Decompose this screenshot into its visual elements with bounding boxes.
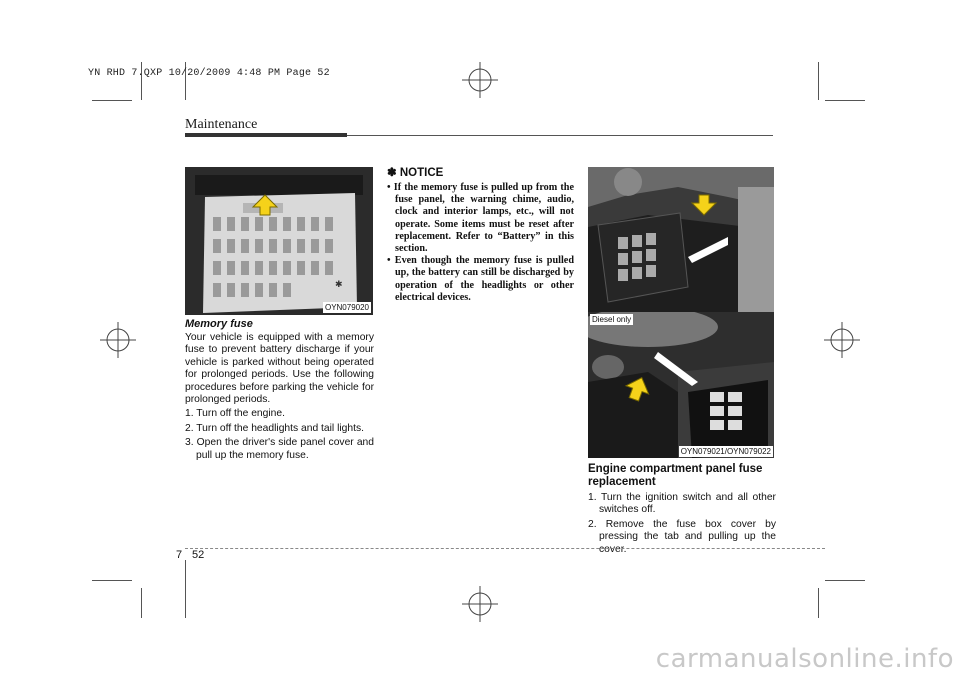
- memory-fuse-title: Memory fuse: [185, 318, 253, 330]
- crop-mark: [818, 588, 819, 618]
- engine-bay-illustration: [588, 167, 774, 312]
- crop-mark: [825, 100, 865, 101]
- crop-mark: [141, 588, 142, 618]
- engine-panel-step: 2. Remove the fuse box cover by pressing the tab and pulling up the cover.: [588, 518, 776, 555]
- crop-mark: [818, 62, 819, 100]
- svg-text:✱: ✱: [335, 280, 343, 290]
- notice-box: [387, 167, 574, 304]
- crop-mark: [185, 560, 186, 618]
- crop-mark: [92, 100, 132, 101]
- header-rule: [347, 135, 773, 136]
- engine-panel-step: 1. Turn the ignition switch and all other switches off.: [588, 492, 776, 516]
- registration-mark: [462, 62, 498, 98]
- memory-fuse-step: 2. Turn off the headlights and tail lights.: [185, 422, 364, 434]
- memory-fuse-section: [185, 318, 374, 462]
- registration-mark: [100, 322, 136, 358]
- memory-fuse-paragraph: Your vehicle is equipped with a memory fuse to prevent battery discharge if your vehicle is parked without being operated for prolonged periods. Use the following procedures before parking the vehicle for prolonged periods.: [185, 332, 374, 406]
- diesel-engine-bay-illustration: [588, 312, 774, 458]
- section-title: Maintenance: [185, 117, 258, 132]
- engine-panel-heading: Engine compartment panel fuse replacement: [588, 463, 763, 488]
- fuse-panel-illustration: [185, 167, 373, 315]
- notice-bullet: • Even though the memory fuse is pulled up, the battery can still be discharged by operation of the headlights or other electrical devices.: [387, 255, 574, 303]
- notice-bullet: • If the memory fuse is pulled up from the fuse panel, the warning chime, audio, clock and interior lamps, etc., will not operate. Some items must be reset after replacement. Refer to “Battery” in this section.: [387, 182, 574, 255]
- print-slug: YN RHD 7.QXP 10/20/2009 4:48 PM Page 52: [88, 68, 330, 79]
- engine-fuse-photo-diesel: [588, 312, 774, 458]
- footer-rule: [185, 548, 825, 549]
- notice-mark-icon: ✽: [387, 167, 397, 179]
- chapter-number: 7: [176, 549, 183, 561]
- photo-code: OYN079020: [324, 303, 369, 312]
- registration-mark: [824, 322, 860, 358]
- notice-title: NOTICE: [399, 167, 444, 179]
- crop-mark: [92, 580, 132, 581]
- engine-panel-section: [588, 463, 776, 556]
- memory-fuse-step: 3. Open the driver's side panel cover and pull up the memory fuse.: [185, 437, 374, 461]
- header-bar: [185, 133, 347, 137]
- memory-fuse-photo: [185, 167, 373, 315]
- page-number: 52: [192, 549, 205, 561]
- engine-fuse-photo-top: [588, 167, 774, 312]
- registration-mark: [462, 586, 498, 622]
- photo-code: OYN079021/OYN079022: [680, 447, 771, 456]
- diesel-only-label: Diesel only: [592, 315, 632, 324]
- crop-mark: [825, 580, 865, 581]
- memory-fuse-step: 1. Turn off the engine.: [185, 408, 285, 420]
- watermark: carmanualsonline.info: [655, 644, 954, 674]
